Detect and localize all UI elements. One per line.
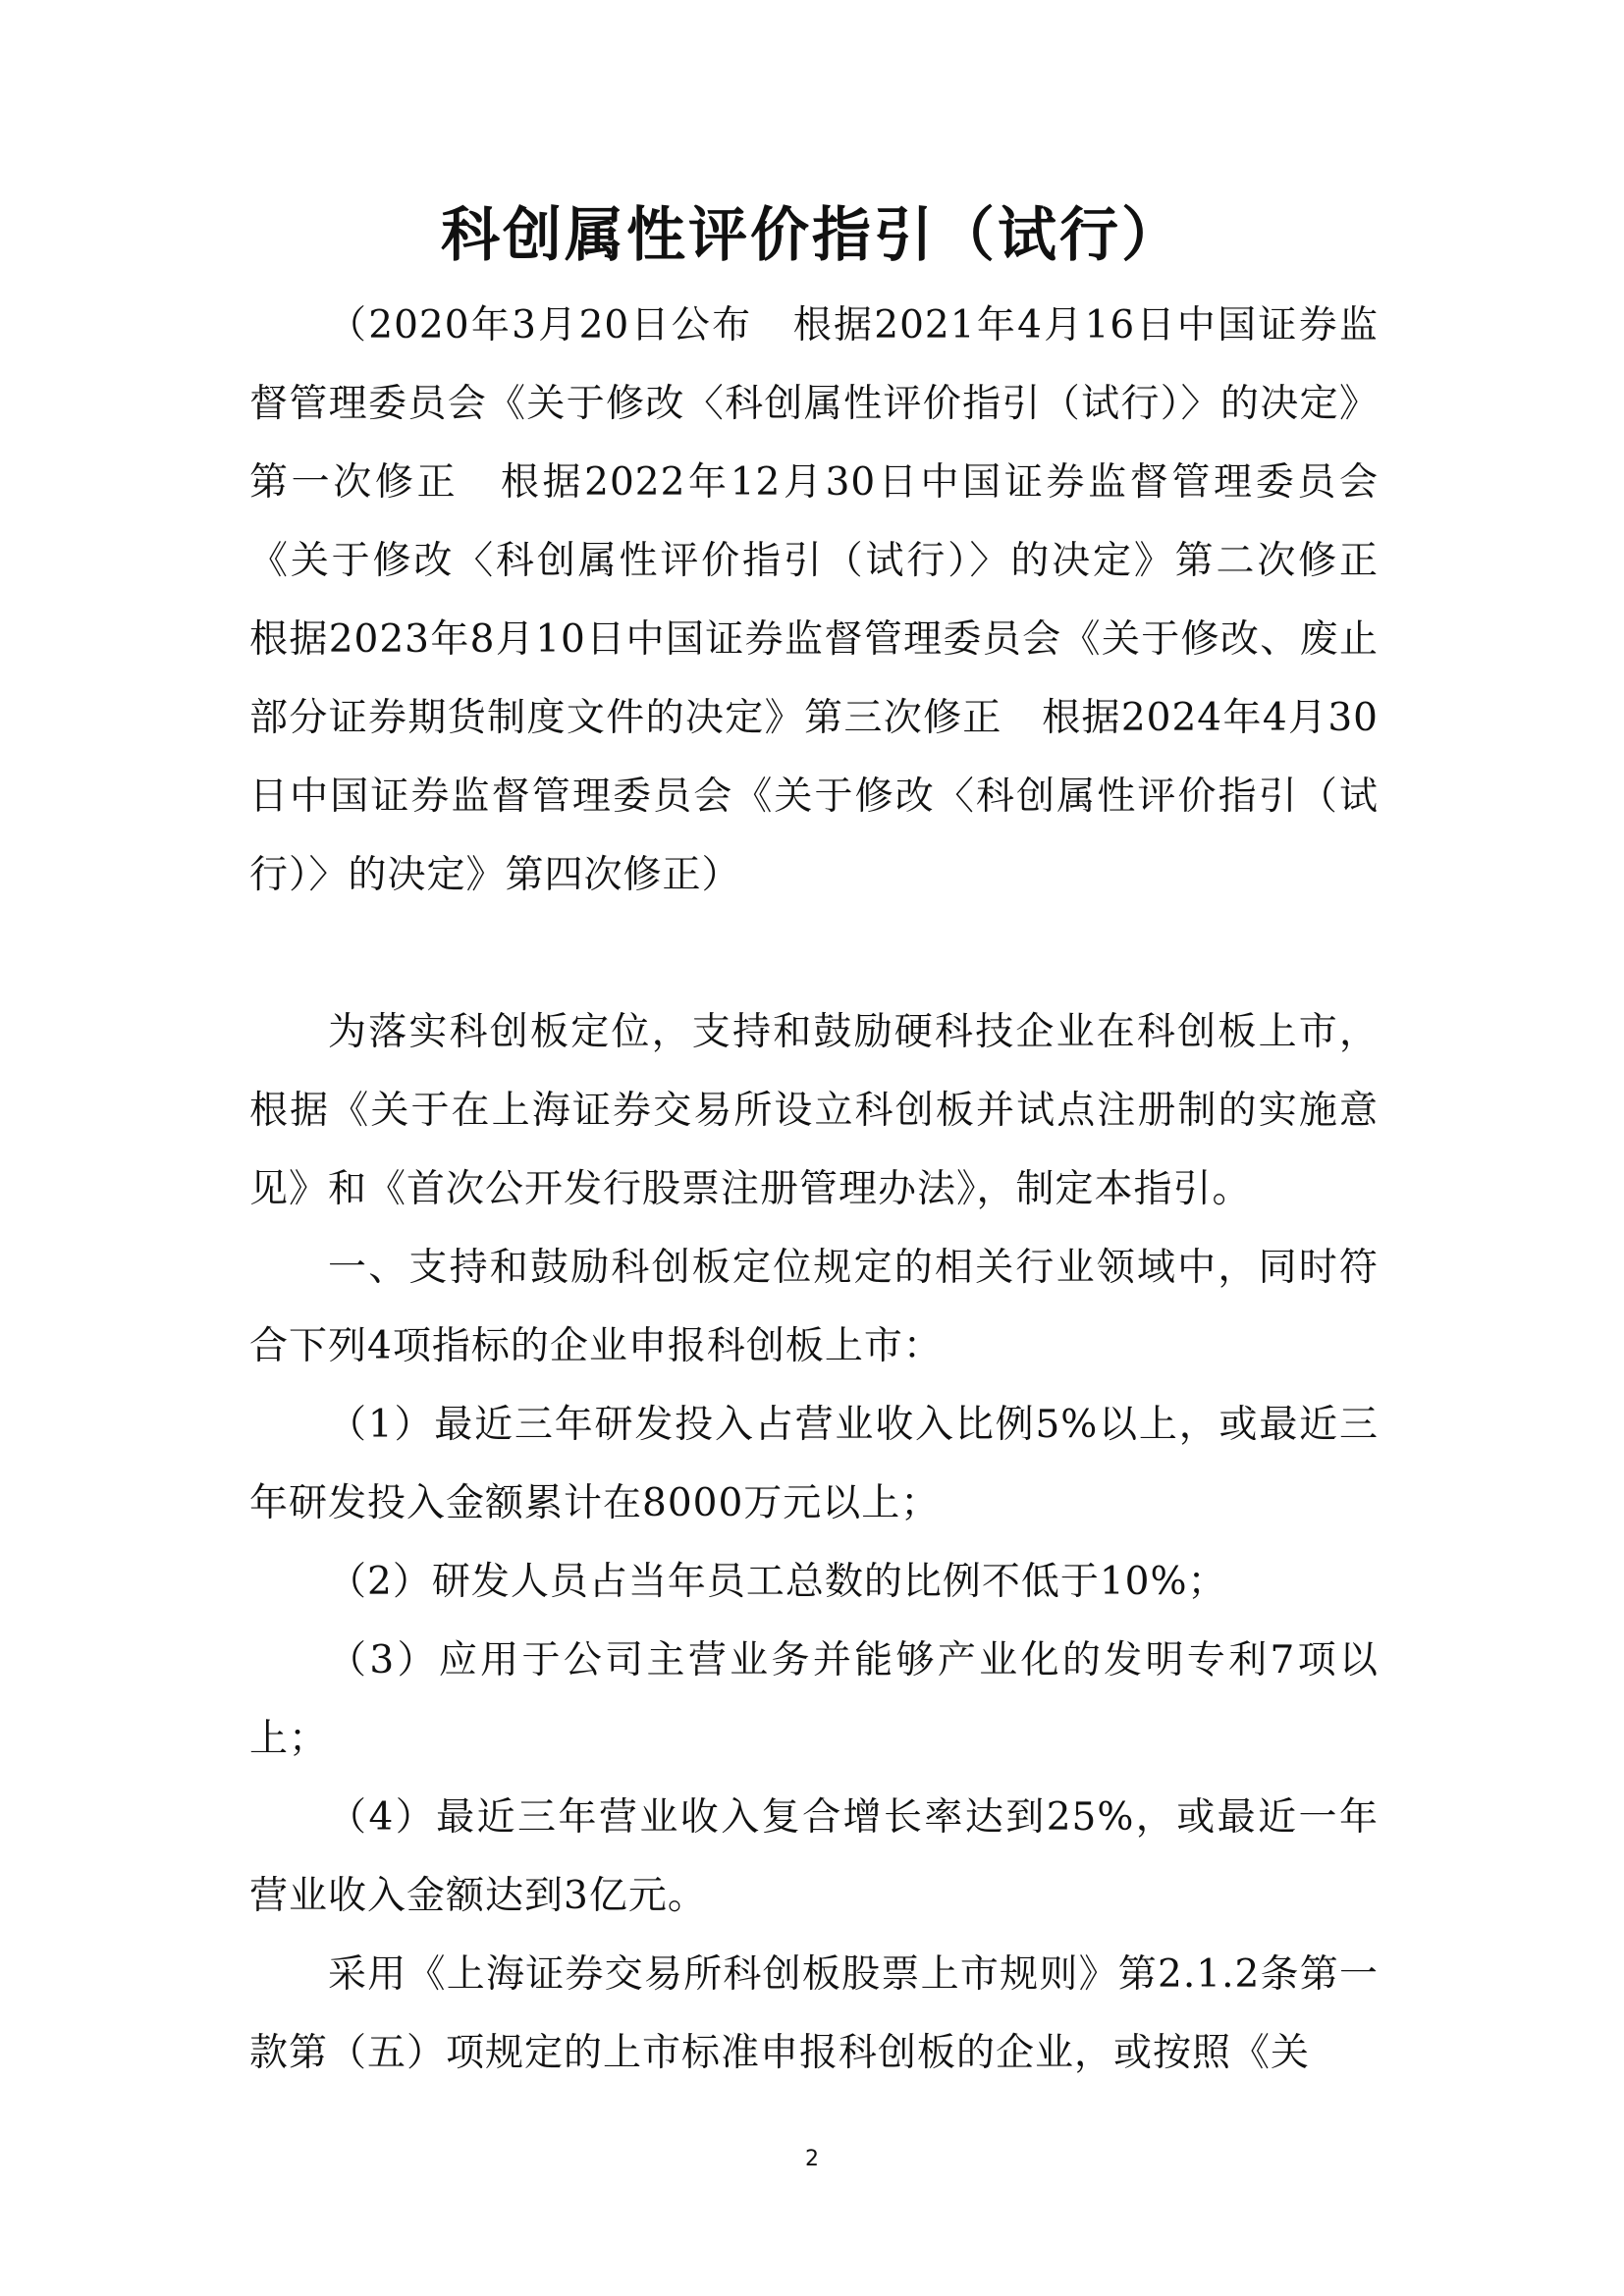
revision-note: （2020年3月20日公布 根据2021年4月16日中国证券监督管理委员会《关于修改〈科创属性评价指引（试行）〉的决定》第一次修正 根据2022年12月30日中国证券监督管理委员会《关于修改〈科创属性评价指引（试行）〉的决定》第二次修正 根据2023年8月10日中国证券监督管理委员会《关于修改、废止部分证券期货制度文件的决定》第三次修正 根据2024年4月30日中国证券监督管理委员会《关于修改〈科创属性评价指引（试行）〉的决定》第四次修正） (249, 303, 1419, 897)
paragraph-criterion-2: （2）研发人员占当年员工总数的比例不低于10%； (328, 1560, 1227, 1604)
paragraph-criterion-3: （3）应用于公司主营业务并能够产业化的发明专利7项以上； (249, 1638, 1379, 1761)
page-number: 2 (805, 2147, 819, 2171)
paragraph-purpose: 为落实科创板定位，支持和鼓励硬科技企业在科创板上市，根据《关于在上海证券交易所设立科创板并试点注册制的实施意见》和《首次公开发行股票注册管理办法》，制定本指引。 (249, 1010, 1379, 1211)
paragraph-article-1: 一、支持和鼓励科创板定位规定的相关行业领域中，同时符合下列4项指标的企业申报科创板上市： (249, 1246, 1379, 1368)
paragraph-criterion-4: （4）最近三年营业收入复合增长率达到25%，或最近一年营业收入金额达到3亿元。 (249, 1795, 1379, 1918)
document-title: 科创属性评价指引（试行） (441, 201, 1183, 270)
paragraph-listing-standard: 采用《上海证券交易所科创板股票上市规则》第2.1.2条第一款第（五）项规定的上市标准申报科创板的企业，或按照《关 (249, 1952, 1379, 2075)
paragraph-criterion-1: （1）最近三年研发投入占营业收入比例5%以上，或最近三年研发投入金额累计在8000万元以上； (249, 1403, 1379, 1525)
paragraph-spacer (249, 915, 1379, 993)
document-body (249, 287, 1419, 2093)
